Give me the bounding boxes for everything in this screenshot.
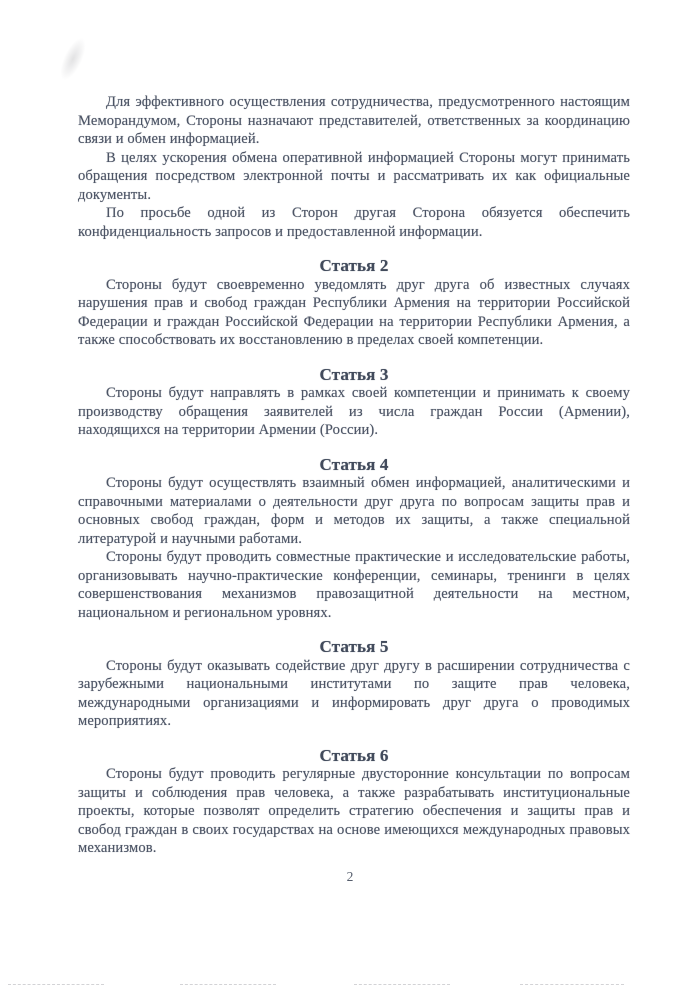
article-6-heading: Статья 6: [319, 745, 389, 765]
article-3-heading: Статья 3: [319, 364, 389, 384]
page-number: 2: [346, 869, 354, 884]
scan-edge-artifact: [8, 984, 104, 985]
article-5-heading: Статья 5: [319, 637, 389, 656]
scan-edge-artifact: [354, 984, 450, 985]
scan-edge-artifact: [180, 984, 276, 985]
article-4-paragraph-2: Стороны будут проводить совместные практические и исследовательские работы, организовывать научно-практические конференции, семинары, тренинги в целях совершенствования механизмов правозащитной деятельности на местном, национальном и региональном уровнях.: [78, 549, 630, 621]
scan-smudge-artifact: [55, 34, 91, 83]
article-4-paragraph-1: Стороны будут осуществлять взаимный обмен информацией, аналитическими и справочными материалами о деятельности друг друга по вопросам защиты прав и основных свобод граждан, форм и методов их защиты, а также специальной литературой и научными работами.: [78, 475, 630, 547]
document-body: [78, 93, 630, 858]
article-4-heading: Статья 4: [319, 454, 389, 474]
article-5-paragraph-1: Стороны будут оказывать содействие друг другу в расширении сотрудничества с зарубежными национальными институтами по защите прав человека, международными организациями и информировать друг друга о проводимых мероприятиях.: [78, 657, 630, 729]
intro-paragraph-2: В целях ускорения обмена оперативной информацией Стороны могут принимать обращения посредством электронной почты и рассматривать их как официальные документы.: [78, 149, 630, 203]
article-3-paragraph-1: Стороны будут направлять в рамках своей компетенции и принимать к своему производству обращения заявителей из числа граждан России (Армении), находящихся на территории Армении (России).: [78, 385, 630, 438]
article-6-paragraph-1: Стороны будут проводить регулярные двусторонние консультации по вопросам защиты и соблюдения прав человека, а также разрабатывать институциональные проекты, которые позволят определить стратегию обеспечения и защиты прав и свобод граждан в своих государствах на основе имеющихся международных правовых механизмов.: [78, 766, 630, 856]
article-2-paragraph-1: Стороны будут своевременно уведомлять друг друга об известных случаях нарушения прав и свобод граждан Республики Армения на территории Российской Федерации и граждан Российской Федерации на территории Республики Армения, а также способствовать их восстановлению в пределах своей компетенции.: [78, 276, 630, 348]
scan-edge-artifact: [520, 984, 624, 985]
intro-paragraph-3: По просьбе одной из Сторон другая Сторона обязуется обеспечить конфиденциальность запросов и предоставленной информации.: [78, 205, 630, 240]
article-2-heading: Статья 2: [319, 256, 389, 275]
intro-paragraph-1: Для эффективного осуществления сотрудничества, предусмотренного настоящим Меморандумом, Стороны назначают представителей, ответственных за координацию связи и обмен информацией.: [78, 94, 630, 147]
